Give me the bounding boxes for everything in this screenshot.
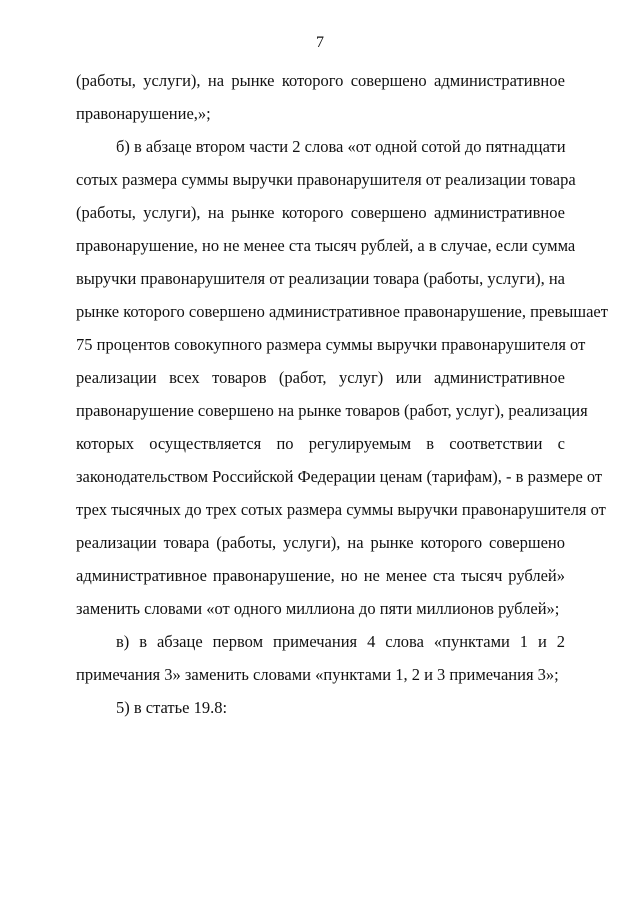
text-line: 75 процентов совокупного размера суммы выручки правонарушителя от [76,335,586,354]
document-body [76,64,608,724]
text-line: 5) в статье 19.8: [116,698,228,717]
text-line: трех тысячных до трех сотых размера суммы выручки правонарушителя от [76,500,606,519]
text-line: (работы, услуги), на рынке которого совершено административное [76,203,565,222]
text-line: правонарушение,»; [76,104,211,123]
text-line: примечания 3» заменить словами «пунктами 1, 2 и 3 примечания 3»; [76,665,559,684]
text-line: реализации товара (работы, услуги), на рынке которого совершено [76,533,565,552]
text-line: (работы, услуги), на рынке которого совершено административное [76,71,565,90]
text-line: правонарушение совершено на рынке товаров (работ, услуг), реализация [76,401,588,420]
text-line: административное правонарушение, но не менее ста тысяч рублей» [76,566,565,585]
text-line: выручки правонарушителя от реализации товара (работы, услуги), на [76,269,565,288]
text-line: реализации всех товаров (работ, услуг) или административное [76,368,565,387]
text-line: которых осуществляется по регулируемым в соответствии с [76,434,565,453]
text-line: в) в абзаце первом примечания 4 слова «пунктами 1 и 2 [116,632,565,651]
text-line: рынке которого совершено административное правонарушение, превышает [76,302,608,321]
text-line: законодательством Российской Федерации ценам (тарифам), - в размере от [76,467,603,486]
page-number: 7 [316,34,324,51]
text-line: правонарушение, но не менее ста тысяч рублей, а в случае, если сумма [76,236,576,255]
text-line: заменить словами «от одного миллиона до пяти миллионов рублей»; [76,599,560,618]
text-line: сотых размера суммы выручки правонарушителя от реализации товара [76,170,576,189]
text-line: б) в абзаце втором части 2 слова «от одной сотой до пятнадцати [116,137,566,156]
